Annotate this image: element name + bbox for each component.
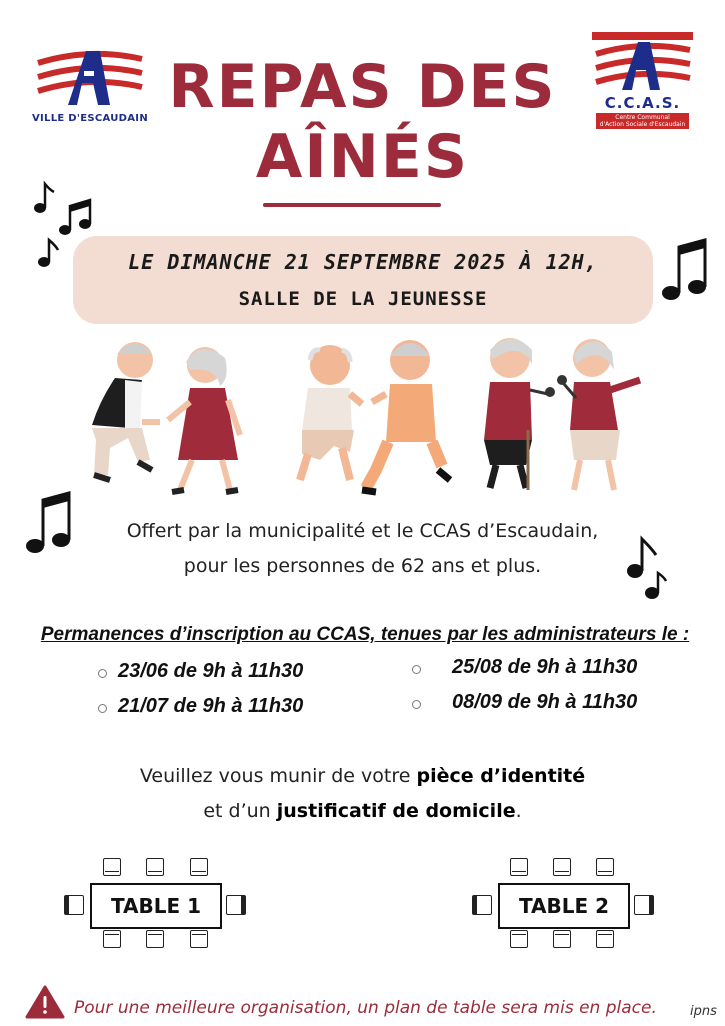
chair-icon — [146, 858, 164, 876]
chair-icon — [190, 930, 208, 948]
music-note-icon — [660, 235, 710, 305]
documents-line2-text: et d’un — [203, 800, 277, 822]
event-place: SALLE DE LA JEUNESSE — [238, 288, 488, 310]
chair-icon — [596, 858, 614, 876]
senior-woman-dancing — [168, 347, 240, 492]
chair-icon — [510, 858, 528, 876]
senior-woman-singing — [484, 338, 555, 490]
chair-icon — [596, 930, 614, 948]
permanences-heading: Permanences d’inscription au CCAS, tenues par les administrateurs le : — [40, 624, 690, 645]
chair-icon — [510, 930, 528, 948]
title-underline — [263, 203, 441, 207]
documents-line1-text: Veuillez vous munir de votre — [139, 765, 417, 787]
chair-icon — [472, 895, 492, 915]
ville-logo-mark — [30, 45, 150, 111]
dancing-seniors-illustration — [80, 330, 650, 510]
documents-line1 — [60, 765, 665, 787]
permanence-slot: 23/06 de 9h à 11h30 — [118, 660, 304, 682]
event-date: LE DIMANCHE 21 SEPTEMBRE 2025 À 12H, — [128, 250, 598, 274]
page-title-line2: AÎNÉS — [255, 122, 470, 192]
offer-text-line2: pour les personnes de 62 ans et plus. — [183, 555, 542, 577]
chair-icon — [634, 895, 654, 915]
ccas-logo-name: C.C.A.S. — [604, 94, 681, 112]
event-date-banner — [73, 236, 653, 324]
chair-icon — [190, 858, 208, 876]
senior-woman-boxing-dance — [362, 340, 450, 492]
chair-icon — [553, 858, 571, 876]
chair-icon — [146, 930, 164, 948]
ccas-subtitle-line1: Centre Communal — [615, 114, 670, 121]
permanence-slot: 21/07 de 9h à 11h30 — [118, 695, 304, 717]
table-2: TABLE 2 — [498, 883, 630, 929]
senior-woman-singing-2 — [557, 339, 640, 490]
bullet-icon — [98, 704, 107, 713]
ccas-subtitle-line2: d'Action Sociale d'Escaudain — [599, 121, 686, 128]
chair-icon — [226, 895, 246, 915]
table-1: TABLE 1 — [90, 883, 222, 929]
permanence-slot: 08/09 de 9h à 11h30 — [452, 691, 638, 713]
ccas-logo-subtitle — [596, 113, 689, 129]
senior-man-boxing-dance — [300, 345, 362, 480]
bullet-icon — [98, 669, 107, 678]
permanence-slot: 25/08 de 9h à 11h30 — [452, 656, 638, 678]
ville-escaudain-logo — [30, 45, 150, 135]
bullet-icon — [412, 665, 421, 674]
document-proof-of-address: justificatif de domicile — [276, 800, 516, 822]
ipns-mark: ipns — [690, 1004, 717, 1019]
chair-icon — [103, 858, 121, 876]
offer-text-line1: Offert par la municipalité et le CCAS d’Escaudain, — [126, 520, 599, 542]
chair-icon — [64, 895, 84, 915]
ville-logo-caption: VILLE D'ESCAUDAIN — [31, 113, 149, 124]
documents-line2-suffix: . — [515, 800, 522, 822]
ccas-logo — [590, 30, 695, 135]
documents-line2 — [60, 800, 665, 822]
bullet-icon — [412, 700, 421, 709]
chair-icon — [553, 930, 571, 948]
page-title-line1: REPAS DES — [168, 52, 557, 122]
warning-icon — [25, 985, 65, 1019]
chair-icon — [103, 930, 121, 948]
document-id: pièce d’identité — [416, 765, 586, 787]
ccas-logo-mark — [590, 30, 695, 92]
seating-plan-note: Pour une meilleure organisation, un plan de table sera mis en place. — [74, 998, 657, 1018]
senior-man-dancing — [92, 342, 160, 480]
